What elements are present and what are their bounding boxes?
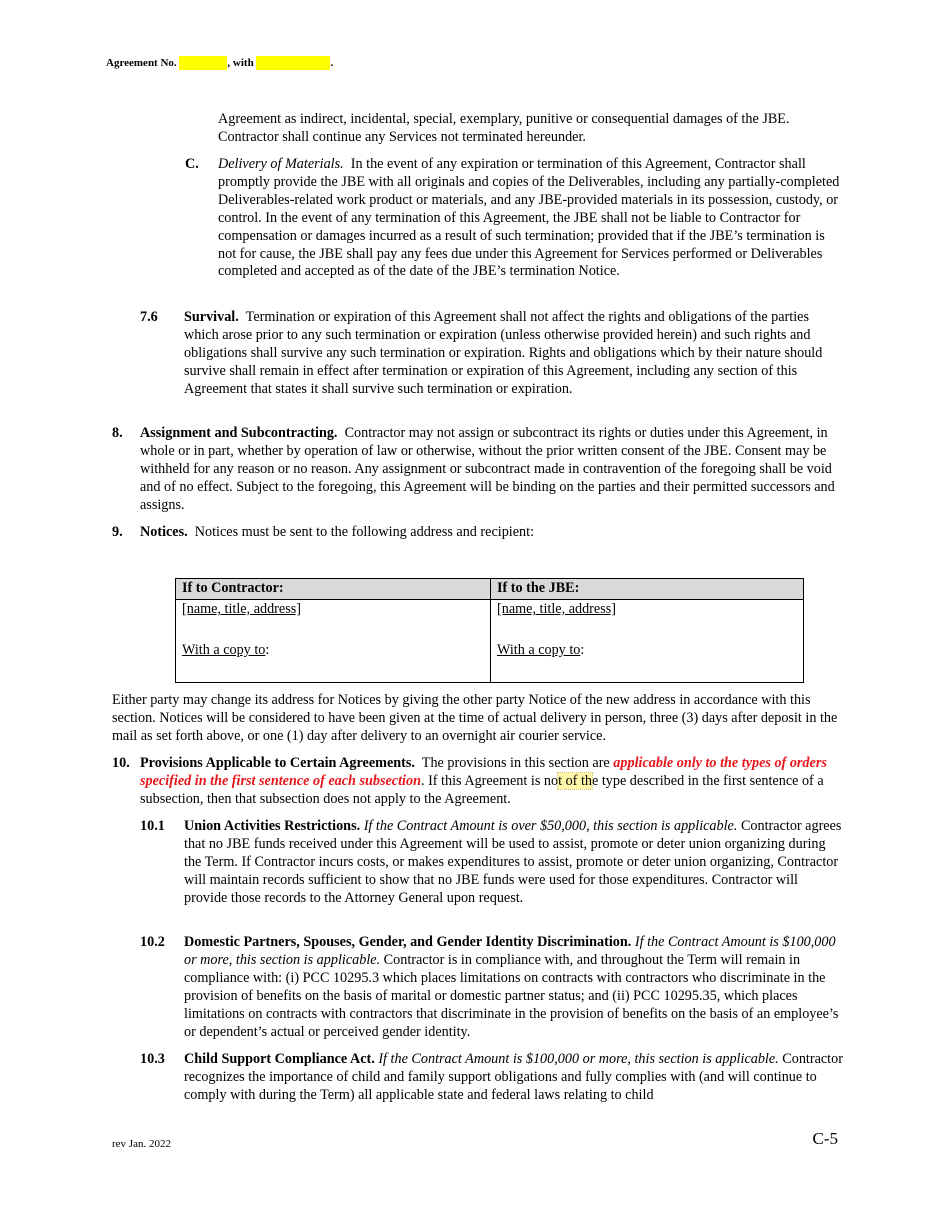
contractor-column-header: If to Contractor: xyxy=(176,579,491,600)
section-10-3-paragraph xyxy=(184,1051,844,1105)
section-10-2-title: Domestic Partners, Spouses, Gender, and Gender Identity Discrimination. xyxy=(184,934,632,950)
section-7-6-title: Survival. xyxy=(184,309,239,325)
section-7-6-number: 7.6 xyxy=(140,309,158,325)
section-10-paragraph xyxy=(140,755,844,809)
contractor-copy-to: With a copy to xyxy=(182,641,266,658)
section-10-2-text: Contractor is in compliance with, and throughout the Term will remain in compliance with: (i) PCC 10295.3 which places limitations on contracts with contractors who discriminate in the provision of benefits on the basis of marital or domestic partner status; and (ii) PCC 10295.35, which places limitations on contracts with contractors that discriminate in the provision of benefits on the basis of an employee’s or dependent’s actual or perceived gender identity. xyxy=(184,951,839,1040)
section-10-text-c: e type described in the first sentence of a subsection, then that subsection does not apply to the Agreement. xyxy=(140,772,824,807)
highlight-annotation[interactable]: t of th xyxy=(558,772,592,789)
section-10-2-condition: If the Contract Amount is $100,000 or more, this section is applicable. xyxy=(184,934,836,968)
section-7-6-text: Termination or expiration of this Agreement shall not affect the rights and obligations of the parties which arose prior to any such termination or expiration (unless otherwise provided herein) and such rights and obligations shall survive any such termination or expiration. Rights and obligations which by their nature should survive shall remain in effect after termination or expiration of this Agreement, including any section of this Agreement that states it shall survive such termination or expiration. xyxy=(184,309,823,397)
contractor-copy-colon: : xyxy=(265,641,270,658)
header-period: . xyxy=(330,57,334,69)
section-10-3-title: Child Support Compliance Act. xyxy=(184,1051,375,1067)
page-number: C-5 xyxy=(812,1129,838,1148)
notices-followup-text: Either party may change its address for Notices by giving the other party Notice of the new address in accordance with this section. Notices will be considered to have been given at the time of actual delivery in person, three (3) days after deposit in the mail as set forth above, or one (1) day after delivery to an overnight air courier service. xyxy=(112,692,838,744)
jbe-copy-colon: : xyxy=(580,641,585,658)
section-c-title: Delivery of Materials. xyxy=(218,156,344,172)
section-c-paragraph xyxy=(218,156,843,281)
jbe-address-placeholder: [name, title, address] xyxy=(497,601,616,617)
jbe-address-cell[interactable] xyxy=(491,600,804,683)
notices-table xyxy=(175,578,804,683)
section-9-text: Notices must be sent to the following address and recipient: xyxy=(194,524,535,540)
section-10-red-b: cable only to the types of orders specified in the first sentence of each subsection xyxy=(140,755,827,789)
section-10-red-a: appli xyxy=(613,755,643,771)
party-name-blank[interactable] xyxy=(256,56,330,70)
section-8-number: 8. xyxy=(112,425,123,441)
section-9-title: Notices. xyxy=(140,524,188,540)
section-10-text-a: The provisions in this section are xyxy=(421,755,610,771)
section-10-2-paragraph xyxy=(184,934,844,1041)
section-8-title: Assignment and Subcontracting. xyxy=(140,425,338,441)
section-8-text: Contractor may not assign or subcontract its rights or duties under this Agreement, in whole or in part, whether by operation of law or otherwise, without the prior written consent of the JBE. Consent may be withheld for any reason or no reason. Any assignment or subcontract made in contravention of the foregoing shall be void and of no effect. Subject to the foregoing, this Agreement will be binding on the parties and their permitted successors and assigns. xyxy=(140,425,835,513)
section-10-title: Provisions Applicable to Certain Agreements. xyxy=(140,755,415,771)
section-10-3-number: 10.3 xyxy=(140,1051,165,1067)
jbe-copy-to: With a copy to xyxy=(497,641,581,658)
section-10-1-number: 10.1 xyxy=(140,818,165,834)
section-10-text-b: . If this Agreement is no xyxy=(420,772,559,789)
section-10-1-paragraph xyxy=(184,818,844,908)
section-10-1-title: Union Activities Restrictions. xyxy=(184,818,361,834)
continuation-paragraph xyxy=(218,111,843,147)
agreement-prefix: Agreement No. xyxy=(106,57,177,69)
section-c-label: C. xyxy=(185,156,199,172)
section-9-number: 9. xyxy=(112,524,123,540)
jbe-column-header: If to the JBE: xyxy=(491,579,804,600)
section-10-3-condition: If the Contract Amount is $100,000 or more, this section is applicable. xyxy=(378,1051,779,1067)
section-8-paragraph xyxy=(140,425,844,515)
contractor-address-placeholder: [name, title, address] xyxy=(182,601,301,617)
section-7-6-paragraph xyxy=(184,309,844,399)
section-10-1-text: Contractor agrees that no JBE funds received under this Agreement will be used to assist, promote or deter union organizing during the Term. If Contractor incurs costs, or makes expenditures to assist, promote or deter union organizing, Contractor will maintain records sufficient to show that no JBE funds were used for those expenditures. Contractor will provide those records to the Attorney General upon request. xyxy=(184,818,842,906)
section-10-2-number: 10.2 xyxy=(140,934,165,950)
section-10-3-text: Contractor recognizes the importance of child and family support obligations and fully complies with (and will continue to comply with during the Term) all applicable state and federal laws relating to child xyxy=(184,1051,843,1103)
contractor-address-cell[interactable] xyxy=(176,600,491,683)
agreement-header xyxy=(106,56,333,70)
with-text: , with xyxy=(227,57,254,69)
section-9-paragraph xyxy=(140,524,844,542)
notices-followup-paragraph xyxy=(112,692,844,746)
section-10-number: 10. xyxy=(112,755,130,771)
revision-date: rev Jan. 2022 xyxy=(112,1138,171,1150)
continuation-text: Agreement as indirect, incidental, special, exemplary, punitive or consequential damages of the JBE. Contractor shall continue any Services not terminated hereunder. xyxy=(218,111,790,145)
agreement-number-blank[interactable] xyxy=(179,56,227,70)
section-10-1-condition: If the Contract Amount is over $50,000, this section is applicable. xyxy=(363,818,738,834)
section-c-text: In the event of any expiration or termination of this Agreement, Contractor shall promptly provide the JBE with all originals and copies of the Deliverables, including any partially-completed Deliverables-related work product or materials, and any JBE-provided materials in its possession, custody, or control. In the event of any termination of this Agreement, the JBE shall not be liable to Contractor for compensation or damages incurred as a result of such termination; provided that if the JBE’s termination is not for cause, the JBE shall pay any fees due under this Agreement for Services performed or Deliverables completed and accepted as of the date of the JBE’s termination Notice. xyxy=(218,156,840,280)
